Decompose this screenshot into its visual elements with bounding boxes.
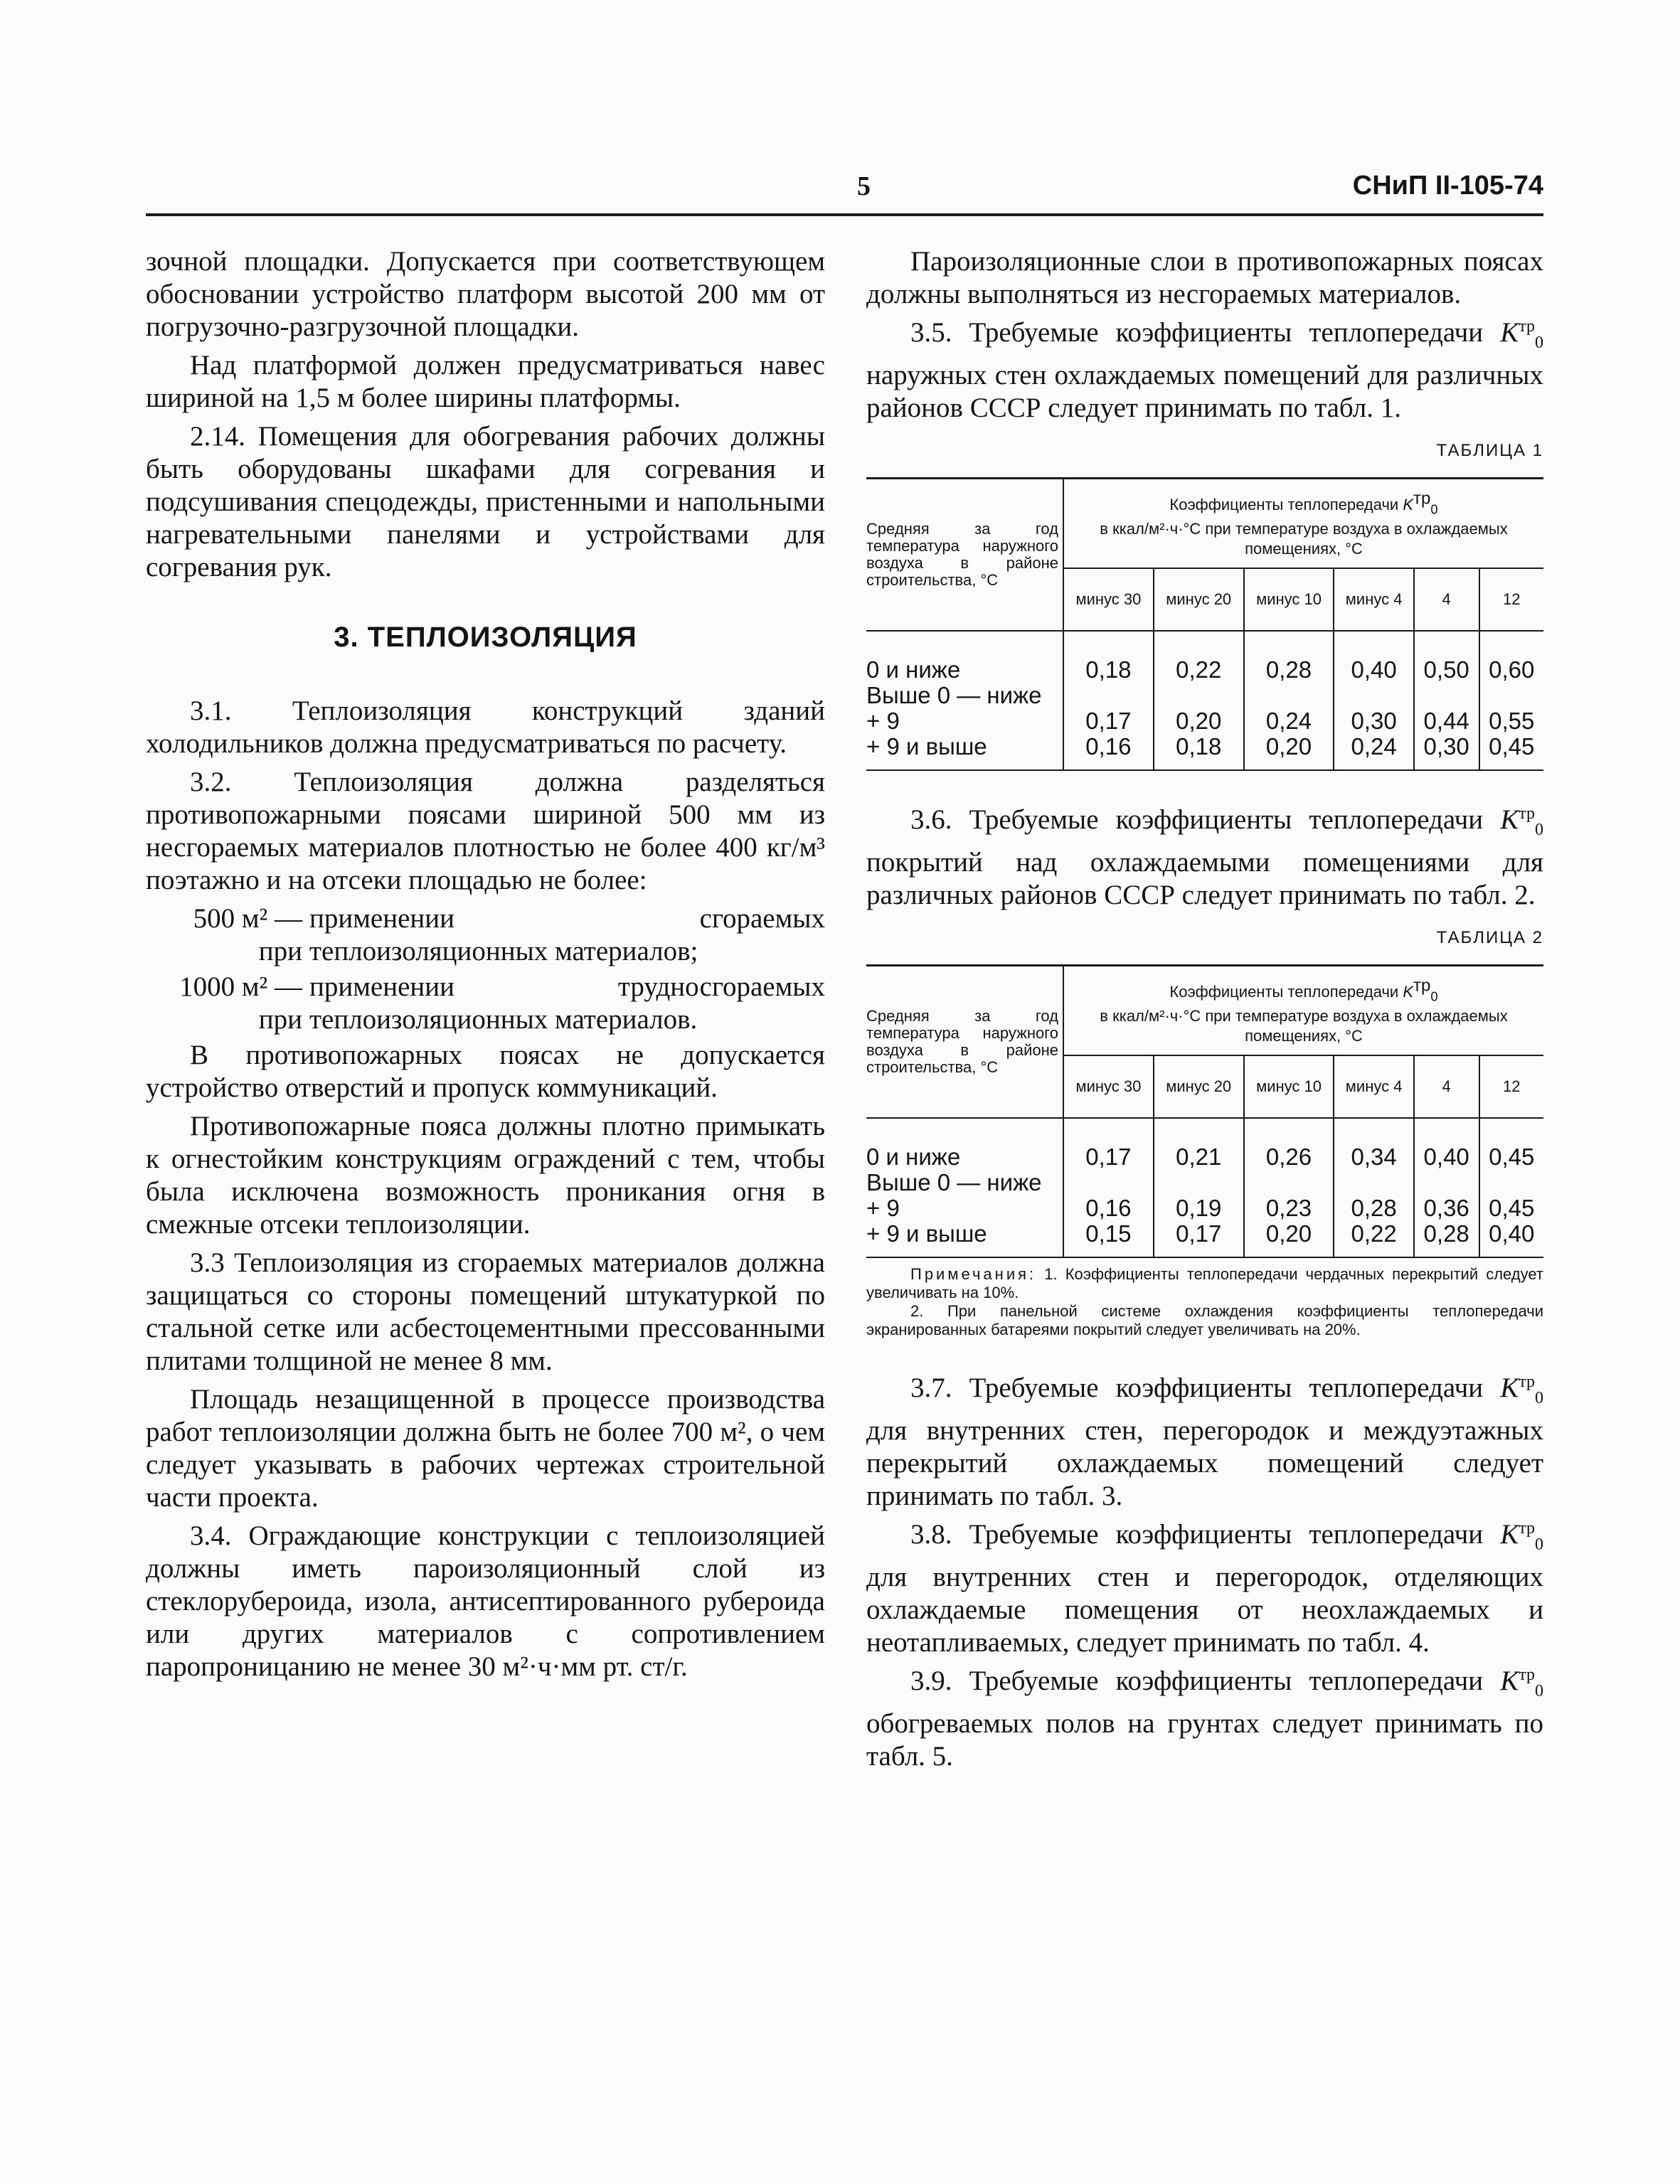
left-column [146, 245, 825, 1689]
column-header: 12 [1503, 1077, 1521, 1096]
column-header: минус 4 [1334, 568, 1413, 631]
table-1-label: ТАБЛИЦА 1 [1436, 440, 1543, 460]
table-2-label: ТАБЛИЦА 2 [1436, 927, 1543, 947]
table-left-header: Средняя за год температура наружного воздуха в районе строительства, °С [866, 965, 1063, 1118]
header-rule [146, 213, 1543, 216]
table-top-header: Коэффициенты теплопередачи $K^{тр}_0$ в ккал/м²·ч·°С при температуре воздуха в охлаждаемых помещениях, °С [1063, 478, 1543, 568]
value-column: 0,40 0,30 0,24 [1334, 631, 1413, 770]
k-symbol: $K^{тр}_0$ [1500, 317, 1544, 352]
section-title: 3. ТЕПЛОИЗОЛЯЦИЯ [334, 622, 637, 653]
paragraph-3-8: 3.8. Требуемые коэффициенты теплопередачи $K^{тр}_0$ для внутренних стен и перегородок, отделяющих охлаждаемые помещения от неохлаждаемых и неотапливаемых, следует принимать по табл. 4. [866, 1519, 1544, 1658]
column-header: 4 [1414, 568, 1479, 631]
column-header: минус 30 [1063, 568, 1154, 631]
paragraph: Площадь незащищенной в процессе производства работ теплоизоляции должна быть не более 700 м², о чем следует указывать в рабочих чертежах строительной части проекта. [146, 1384, 825, 1513]
k-symbol: $K^{тр}_0$ [1500, 1665, 1544, 1700]
value-column: 0,28 0,24 0,20 [1244, 631, 1334, 770]
column-header: минус 4 [1334, 1055, 1413, 1118]
value-column: 0,50 0,44 0,30 [1414, 631, 1479, 770]
paragraph-3-7: 3.7. Требуемые коэффициенты теплопередачи $K^{тр}_0$ для внутренних стен, перегородок и междуэтажных перекрытий охлаждаемых помещений следует принимать по табл. 3. [866, 1373, 1544, 1512]
page-number: 5 [857, 171, 871, 201]
paragraph: зочной площадки. Допускается при соответствующем обосновании устройство платформ высотой 200 мм от погрузочно-разгрузочной площадки. [146, 246, 825, 342]
table-2 [866, 964, 1543, 1258]
definition-item: 1000 м² — при применении трудносгораемых теплоизоляционных материалов. [179, 971, 825, 1035]
column-header: 12 [1503, 590, 1521, 609]
row-labels: 0 и ниже Выше 0 — ниже + 9 + 9 и выше [866, 631, 1063, 770]
paragraph-3-5: 3.5. Требуемые коэффициенты теплопередачи $K^{тр}_0$ наружных стен охлаждаемых помещений для различных районов СССР следует принимать по табл. 1. [866, 317, 1544, 423]
k-symbol: $K^{тр}_0$ [1500, 804, 1544, 839]
document-code: СНиП II-105-74 [1352, 171, 1543, 201]
table-note-1: Примечания: 1. Коэффициенты теплопередачи чердачных перекрытий следует увеличивать на 10%. [866, 1265, 1543, 1302]
value-column: 0,21 0,19 0,17 [1154, 1118, 1244, 1257]
table-1 [866, 477, 1543, 771]
value-column: 0,17 0,16 0,15 [1063, 1118, 1154, 1257]
value-column: 0,34 0,28 0,22 [1334, 1118, 1413, 1257]
column-header: 4 [1414, 1055, 1479, 1118]
paragraph: Пароизоляционные слои в противопожарных поясах должны выполняться из несгораемых материалов. [866, 246, 1543, 309]
value-column: 0,18 0,17 0,16 [1063, 631, 1154, 770]
paragraph: Над платформой должен предусматриваться навес шириной на 1,5 м более ширины платформы. [146, 350, 825, 413]
k-symbol: $K^{тр}_0$ [1500, 1519, 1544, 1554]
paragraph-3-2: 3.2. Теплоизоляция должна разделяться противопожарными поясами шириной 500 мм из несгораемых материалов плотностью не более 400 кг/м³ поэтажно и на отсеки площадью не более: [146, 767, 825, 895]
page-header [146, 171, 1543, 213]
value-column: 0,22 0,20 0,18 [1154, 631, 1244, 770]
column-header: минус 10 [1244, 1055, 1334, 1118]
row-labels: 0 и ниже Выше 0 — ниже + 9 + 9 и выше [866, 1118, 1063, 1257]
right-column [866, 245, 1543, 1779]
paragraph-3-1: 3.1. Теплоизоляция конструкций зданий холодильников должна предусматриваться по расчету. [146, 696, 825, 759]
paragraph: Противопожарные пояса должны плотно примыкать к огнестойким конструкциям ограждений с тем, чтобы была исключена возможность проникания огня в смежные отсеки теплоизоляции. [146, 1111, 825, 1240]
column-header: минус 20 [1154, 1055, 1244, 1118]
value-column: 0,45 0,45 0,40 [1479, 1118, 1543, 1257]
value-column: 0,60 0,55 0,45 [1479, 631, 1543, 770]
paragraph-3-9: 3.9. Требуемые коэффициенты теплопередачи $K^{тр}_0$ обогреваемых полов на грунтах следует принимать по табл. 5. [866, 1665, 1544, 1772]
paragraph: В противопожарных поясах не допускается устройство отверстий и пропуск коммуникаций. [146, 1040, 825, 1103]
table-top-header: Коэффициенты теплопередачи $K^{тр}_0$ в ккал/м²·ч·°С при температуре воздуха в охлаждаемых помещениях, °С [1063, 965, 1543, 1055]
column-header: минус 30 [1063, 1055, 1154, 1118]
paragraph-3-6: 3.6. Требуемые коэффициенты теплопередачи $K^{тр}_0$ покрытий над охлаждаемыми помещениями для различных районов СССР следует принимать по табл. 2. [866, 804, 1544, 910]
k-symbol: $K^{тр}_0$ [1500, 1373, 1544, 1408]
paragraph-3-4: 3.4. Ограждающие конструкции с теплоизоляцией должны иметь пароизоляционный слой из стеклорубероида, изола, антисептированного рубероида или других материалов с сопротивлением паропроницанию не менее 30 м²·ч·мм рт. ст/г. [146, 1520, 825, 1682]
column-header: минус 10 [1244, 568, 1334, 631]
paragraph-3-3: 3.3 Теплоизоляция из сгораемых материалов должна защищаться со стороны помещений штукатуркой по стальной сетке или асбестоцементными прессованными плитами толщиной не менее 8 мм. [146, 1247, 825, 1376]
table-left-header: Средняя за год температура наружного воздуха в районе строительства, °С [866, 478, 1063, 631]
value-column: 0,26 0,23 0,20 [1244, 1118, 1334, 1257]
paragraph-2-14: 2.14. Помещения для обогревания рабочих должны быть оборудованы шкафами для согревания и подсушивания спецодежды, пристенными и напольными нагревательными панелями и устройствами для согревания рук. [146, 421, 825, 582]
column-header: минус 20 [1154, 568, 1244, 631]
table-note-2: 2. При панельной системе охлаждения коэффициенты теплопередачи экранированных батареями покрытий следует увеличивать на 20%. [866, 1302, 1543, 1339]
definition-item: 500 м² — при применении сгораемых теплоизоляционных материалов; [193, 903, 825, 966]
value-column: 0,40 0,36 0,28 [1414, 1118, 1479, 1257]
